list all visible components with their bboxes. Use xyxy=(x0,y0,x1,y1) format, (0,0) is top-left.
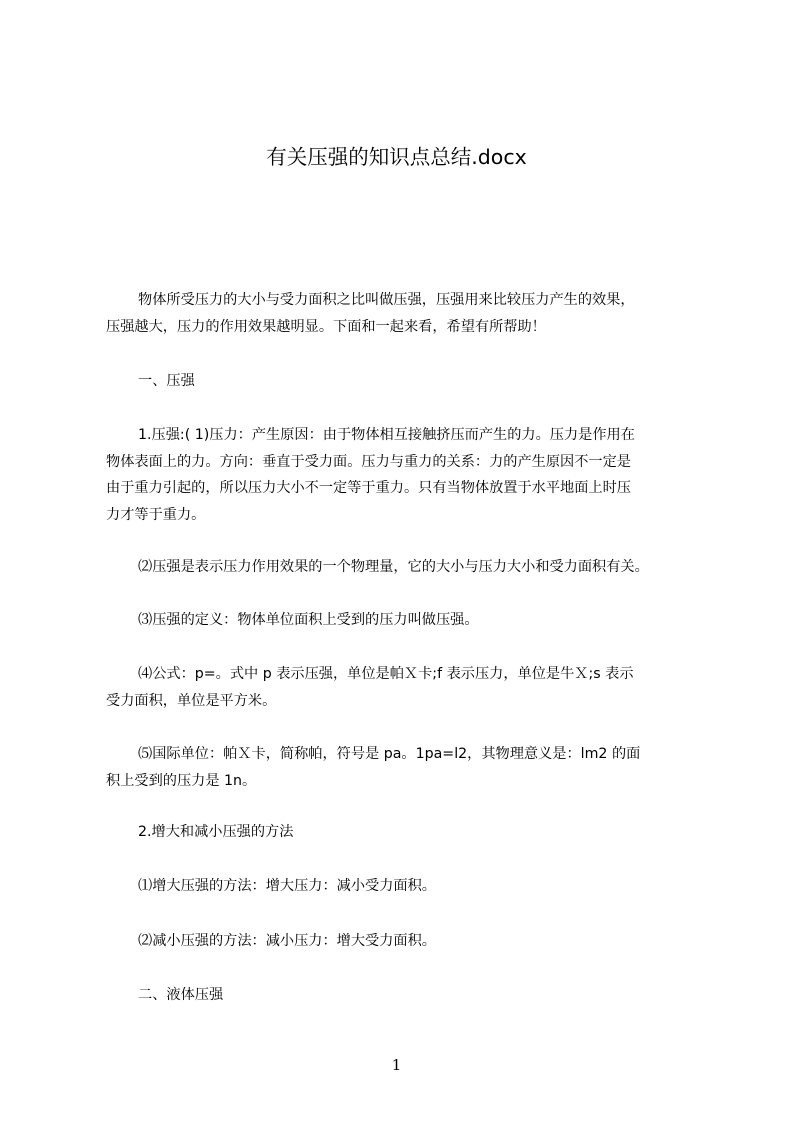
item-4-line-1: ⑷公式：p=。式中 p 表示压强，单位是帕Ｘ卡;f 表示压力，单位是牛Ｘ;s 表示 xyxy=(138,666,634,682)
section-1-heading-text: 一、压强 xyxy=(138,373,195,389)
item-2-paragraph xyxy=(106,554,718,581)
subheading-2-text: 2.增大和减小压强的方法 xyxy=(138,824,294,840)
item-1-paragraph xyxy=(106,422,718,528)
intro-line-2: 压强越大，压力的作用效果越明显。下面和一起来看，希望有所帮助！ xyxy=(106,318,546,335)
item-5-line-1: ⑸国际单位：帕Ｘ卡，简称帕，符号是 pa。1pa=l2，其物理意义是：lm2 的面 xyxy=(138,746,641,762)
method-2-paragraph xyxy=(106,928,718,955)
document-title: 有关压强的知识点总结.docx xyxy=(266,145,527,169)
section-2-heading xyxy=(106,982,718,1009)
item-2-line-1: ⑵压强是表示压力作用效果的一个物理量，它的大小与压力大小和受力面积有关。 xyxy=(138,559,649,575)
item-1-line-2: 物体表面上的力。方向：垂直于受力面。压力与重力的关系：力的产生原因不一定是 xyxy=(106,453,631,470)
section-1-heading xyxy=(106,368,718,395)
page-number: 1 xyxy=(391,1056,402,1074)
method-1-paragraph xyxy=(106,873,718,900)
item-3-paragraph xyxy=(106,607,718,634)
item-1-line-3: 由于重力引起的，所以压力大小不一定等于重力。只有当物体放置于水平地面上时压 xyxy=(106,480,631,496)
subheading-2 xyxy=(106,819,718,846)
item-5-paragraph xyxy=(106,741,718,794)
intro-line-1: 物体所受压力的大小与受力面积之比叫做压强，压强用来比较压力产生的效果， xyxy=(138,292,635,308)
method-1-text: ⑴增大压强的方法：增大压力：减小受力面积。 xyxy=(138,878,436,894)
item-1-line-4: 力才等于重力。 xyxy=(106,506,206,523)
item-1-line-1: 1.压强:( 1)压力：产生原因：由于物体相互接触挤压而产生的力。压力是作用在 xyxy=(138,427,635,443)
item-4-paragraph xyxy=(106,661,718,714)
item-3-line-1: ⑶压强的定义：物体单位面积上受到的压力叫做压强。 xyxy=(138,612,479,628)
method-2-text: ⑵减小压强的方法：减小压力：增大受力面积。 xyxy=(138,933,436,949)
section-2-heading-text: 二、液体压强 xyxy=(138,987,224,1003)
item-5-line-2: 积上受到的压力是 1n。 xyxy=(106,772,257,789)
item-4-line-2: 受力面积，单位是平方米。 xyxy=(106,692,277,709)
intro-paragraph xyxy=(106,287,718,340)
